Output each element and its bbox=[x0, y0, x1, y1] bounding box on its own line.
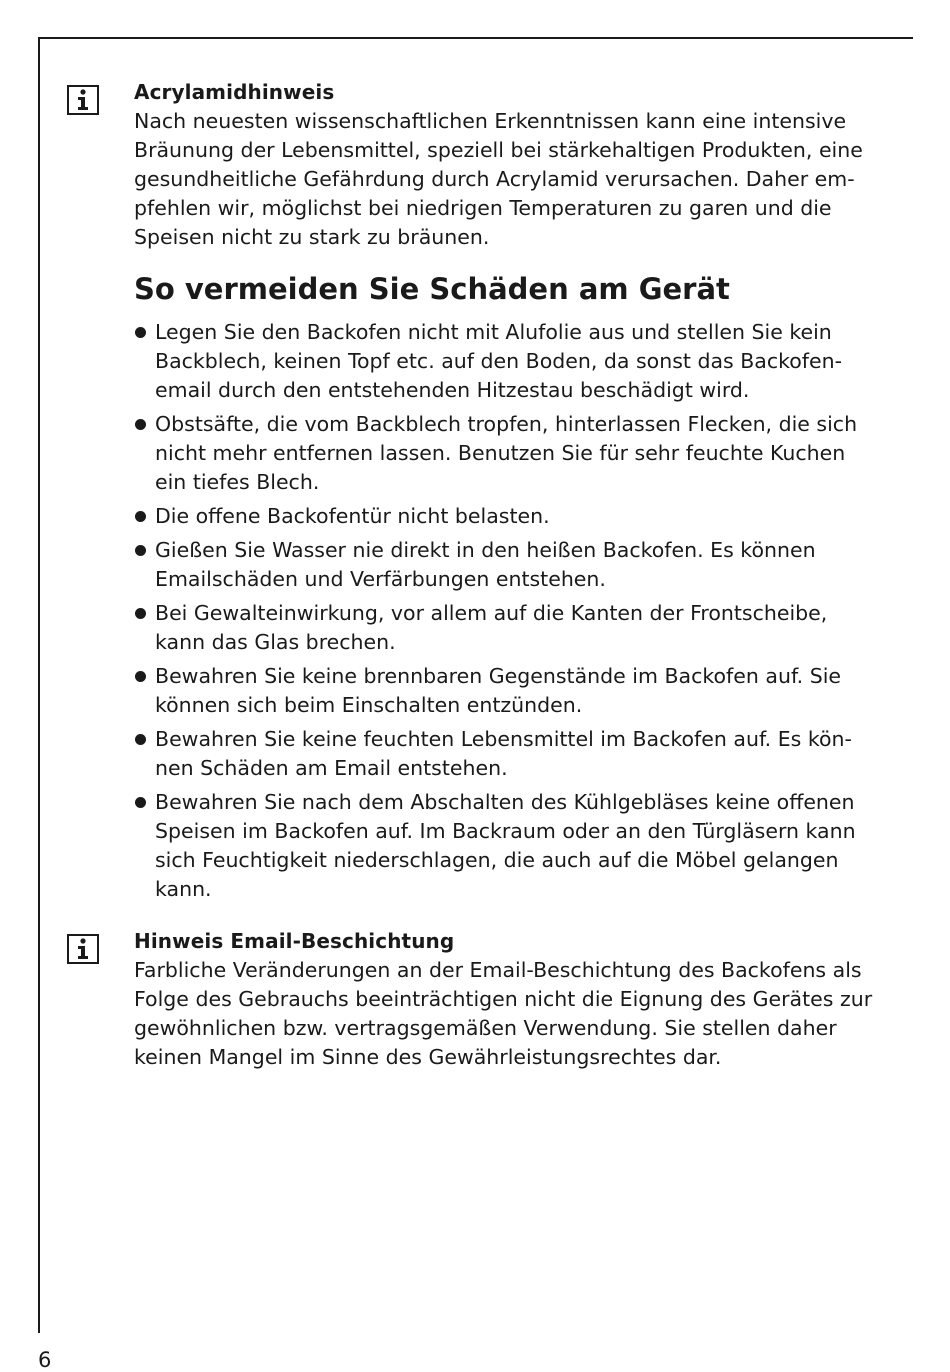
note-line: pfehlen wir, möglichst bei niedrigen Temperaturen zu garen und die bbox=[134, 196, 832, 220]
note-line: gesundheitliche Gefährdung durch Acrylamid verursachen. Daher em- bbox=[134, 167, 855, 191]
list-item bbox=[134, 599, 884, 657]
note-line: Bräunung der Lebensmittel, speziell bei stärkehaltigen Produkten, eine bbox=[134, 138, 863, 162]
list-item bbox=[134, 318, 884, 405]
list-item bbox=[134, 788, 884, 904]
section-heading: So vermeiden Sie Schäden am Gerät bbox=[134, 272, 730, 306]
list-item bbox=[134, 410, 884, 497]
list-item-line: können sich beim Einschalten entzünden. bbox=[155, 693, 583, 717]
list-item-line: Backblech, keinen Topf etc. auf den Boden, da sonst das Backofen- bbox=[155, 349, 843, 373]
email-coating-note bbox=[134, 927, 894, 1072]
bullet-icon bbox=[135, 419, 146, 430]
list-item-line: sich Feuchtigkeit niederschlagen, die auch auf die Möbel gelangen bbox=[155, 848, 839, 872]
list-item bbox=[134, 502, 884, 531]
note-line: Folge des Gebrauchs beeinträchtigen nicht die Eignung des Gerätes zur bbox=[134, 987, 873, 1011]
list-item bbox=[134, 536, 884, 594]
list-item-line: email durch den entstehenden Hitzestau beschädigt wird. bbox=[155, 378, 750, 402]
list-item-line: Die offene Backofentür nicht belasten. bbox=[155, 504, 550, 528]
page-frame-top-rule bbox=[38, 37, 913, 39]
bullet-icon bbox=[135, 734, 146, 745]
list-item bbox=[134, 662, 884, 720]
bullet-icon bbox=[135, 545, 146, 556]
list-item-line: kann das Glas brechen. bbox=[155, 630, 396, 654]
note-title: Hinweis Email-Beschichtung bbox=[134, 929, 455, 953]
list-item-line: ein tiefes Blech. bbox=[155, 470, 320, 494]
bullet-icon bbox=[135, 608, 146, 619]
damage-prevention-list bbox=[134, 318, 884, 909]
list-item-line: Bewahren Sie keine brennbaren Gegenstände im Backofen auf. Sie bbox=[155, 664, 842, 688]
list-item-line: nen Schäden am Email entstehen. bbox=[155, 756, 508, 780]
list-item-line: Bewahren Sie keine feuchten Lebensmittel im Backofen auf. Es kön- bbox=[155, 727, 852, 751]
note-title: Acrylamidhinweis bbox=[134, 80, 335, 104]
info-icon bbox=[67, 85, 99, 115]
list-item-line: Gießen Sie Wasser nie direkt in den heißen Backofen. Es können bbox=[155, 538, 816, 562]
acrylamide-note bbox=[134, 78, 894, 252]
note-line: Nach neuesten wissenschaftlichen Erkenntnissen kann eine intensive bbox=[134, 109, 847, 133]
list-item-line: Legen Sie den Backofen nicht mit Alufolie aus und stellen Sie kein bbox=[155, 320, 832, 344]
note-line: gewöhnlichen bzw. vertragsgemäßen Verwendung. Sie stellen daher bbox=[134, 1016, 837, 1040]
list-item-line: Speisen im Backofen auf. Im Backraum oder an den Türgläsern kann bbox=[155, 819, 856, 843]
info-icon bbox=[67, 934, 99, 964]
note-line: Farbliche Veränderungen an der Email-Beschichtung des Backofens als bbox=[134, 958, 862, 982]
note-line: keinen Mangel im Sinne des Gewährleistungsrechtes dar. bbox=[134, 1045, 722, 1069]
list-item-line: Bewahren Sie nach dem Abschalten des Kühlgebläses keine offenen bbox=[155, 790, 855, 814]
page-frame-left-rule bbox=[38, 37, 40, 1333]
list-item-line: Obstsäfte, die vom Backblech tropfen, hinterlassen Flecken, die sich bbox=[155, 412, 858, 436]
list-item-line: nicht mehr entfernen lassen. Benutzen Sie für sehr feuchte Kuchen bbox=[155, 441, 846, 465]
page-number: 6 bbox=[38, 1348, 52, 1372]
note-line: Speisen nicht zu stark zu bräunen. bbox=[134, 225, 490, 249]
bullet-icon bbox=[135, 327, 146, 338]
list-item-line: Emailschäden und Verfärbungen entstehen. bbox=[155, 567, 606, 591]
bullet-icon bbox=[135, 511, 146, 522]
list-item-line: kann. bbox=[155, 877, 212, 901]
bullet-icon bbox=[135, 797, 146, 808]
list-item-line: Bei Gewalteinwirkung, vor allem auf die Kanten der Frontscheibe, bbox=[155, 601, 828, 625]
list-item bbox=[134, 725, 884, 783]
bullet-icon bbox=[135, 671, 146, 682]
